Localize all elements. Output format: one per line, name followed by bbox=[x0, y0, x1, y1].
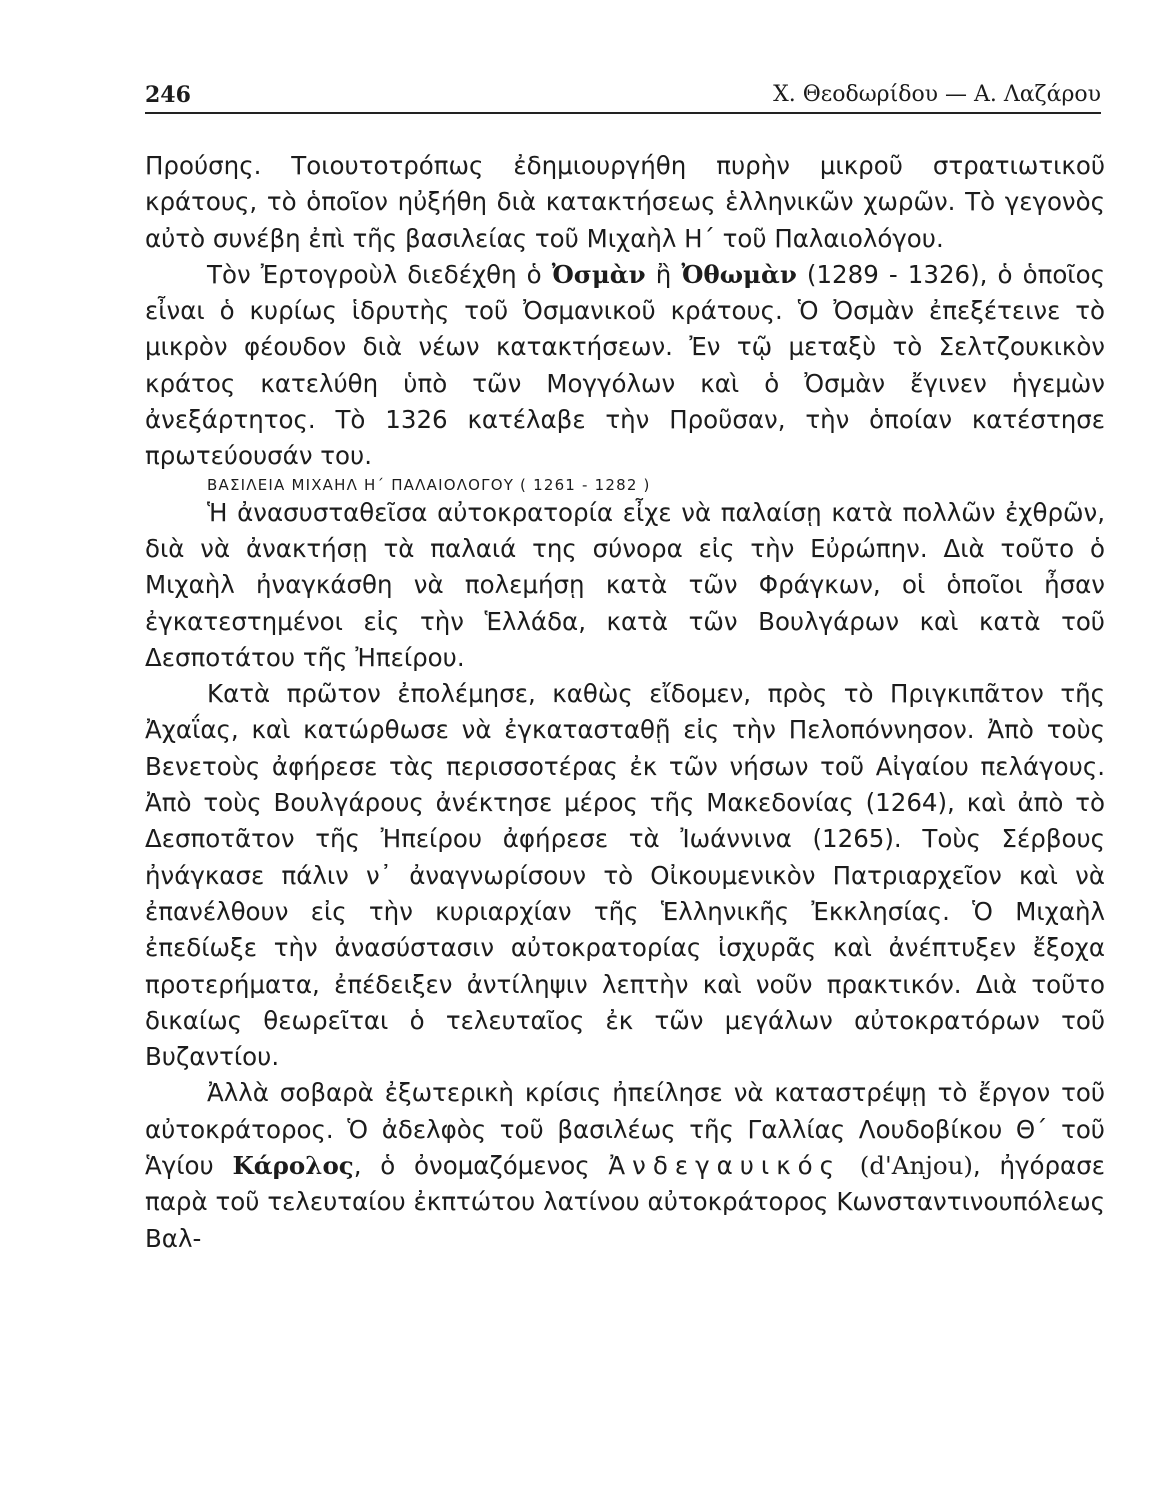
page-number: 246 bbox=[145, 82, 191, 108]
paragraph-5 bbox=[145, 1075, 1105, 1256]
andegavikos-name: Ἀνδεγαυικός bbox=[608, 1151, 842, 1181]
paragraph-3: Ἡ ἀνασυσταθεῖσα αὐτοκρατορία εἶχε νὰ παλαίσῃ κατὰ πολλῶν ἐχθρῶν, διὰ νὰ ἀνακτήσῃ τὰ παλαιά της σύνορα εἰς τὴν Εὐρώπην. Διὰ τοῦτο ὁ Μιχαὴλ ἠναγκάσθη νὰ πολεμήσῃ κατὰ τῶν Φράγκων, οἱ ὁποῖοι ἦσαν ἐγκατεστημένοι εἰς τὴν Ἑλλάδα, κατὰ τῶν Βουλγάρων καὶ κατὰ τοῦ Δεσποτάτου τῆς Ἠπείρου. bbox=[145, 497, 1105, 672]
body-text bbox=[145, 148, 1105, 1257]
page-header bbox=[145, 72, 1101, 114]
anjou-note: (d'Anjou) bbox=[859, 1151, 973, 1181]
paragraph-4: Κατὰ πρῶτον ἐπολέμησε, καθὼς εἴδομεν, πρὸς τὸ Πριγκιπᾶτον τῆς Ἀχαΐας, καὶ κατώρθωσε νὰ ἐγκατασταθῇ εἰς τὴν Πελοπόννησον. Ἀπὸ τοὺς Βενετοὺς ἀφήρεσε τὰς περισσοτέρας ἐκ τῶν νήσων τοῦ Αἰγαίου πελάγους. Ἀπὸ τοὺς Βουλγάρους ἀνέκτησε μέρος τῆς Μακεδονίας (1264), καὶ ἀπὸ τὸ Δεσποτᾶτον τῆς Ἠπείρου ἀφήρεσε τὰ Ἰωάννινα (1265). Τοὺς Σέρβους ἠνάγκασε πάλιν ν᾽ ἀναγνωρίσουν τὸ Οἰκουμενικὸν Πατριαρχεῖον καὶ νὰ ἐπανέλθουν εἰς τὴν κυριαρχίαν τῆς Ἑλληνικῆς Ἐκκλησίας. Ὁ Μιχαὴλ ἐπεδίωξε τὴν ἀνασύστασιν αὐτοκρατορίας ἰσχυρᾶς καὶ ἀνέπτυξεν ἔξοχα προτερήματα, ἐπέδειξεν ἀντίληψιν λεπτὴν καὶ νοῦν πρακτικόν. Διὰ τοῦτο δικαίως θεωρεῖται ὁ τελευταῖος ἐκ τῶν μεγάλων αὐτοκρατόρων τοῦ Βυζαντίου. bbox=[145, 679, 1105, 1072]
paragraph-5-lead: Ἀλλὰ σοβαρὰ ἐξωτερικὴ κρίσις ἠπείλησε νὰ καταστρέψῃ τὸ ἔργον τοῦ αὐτοκράτορος. Ὁ ἀδελφὸς τοῦ βασιλέως τῆς Γαλλίας Λουδοβίκου Θ΄ τοῦ Ἁγίου bbox=[145, 1078, 1105, 1181]
othoman-name: Ὀθωμὰν bbox=[681, 259, 797, 289]
paragraph-1: Προύσης. Τοιουτοτρόπως ἐδημιουργήθη πυρὴν μικροῦ στρατιωτικοῦ κράτους, τὸ ὁποῖον ηὐξήθη διὰ κατακτήσεως ἑλληνικῶν χωρῶν. Τὸ γεγονὸς αὐτὸ συνέβη ἐπὶ τῆς βασιλείας τοῦ Μιχαὴλ Η΄ τοῦ Παλαιολόγου. bbox=[145, 151, 1105, 253]
paragraph-5-middle: , ὁ ὀνομαζόμενος bbox=[353, 1151, 590, 1181]
paragraph-2-rest: (1289 - 1326), ὁ ὁποῖος εἶναι ὁ κυρίως ἱδρυτὴς τοῦ Ὀσμανικοῦ κράτους. Ὁ Ὀσμὰν ἐπεξέτεινε τὸ μικρὸν φέουδον διὰ νέων κατακτήσεων. Ἐν τῷ μεταξὺ τὸ Σελτζουκικὸν κράτος κατελύθη ὑπὸ τῶν Μογγόλων καὶ ὁ Ὀσμὰν ἔγινεν ἡγεμὼν ἀνεξάρτητος. Τὸ 1326 κατέλαβε τὴν Προῦσαν, τὴν ὁποίαν κατέστησε πρωτεύουσάν του. bbox=[145, 259, 1105, 471]
paragraph-5-rest: , ἠγόρασε παρὰ τοῦ τελευταίου ἐκπτώτου λατίνου αὐτοκράτορος Κωνσταντινουπόλεως Βαλ- bbox=[145, 1151, 1105, 1253]
paragraph-2 bbox=[145, 257, 1105, 475]
or-word: ἢ bbox=[655, 259, 672, 289]
running-header-authors: Χ. Θεοδωρίδου — Α. Λαζάρου bbox=[773, 82, 1101, 107]
osman-name: Ὀσμὰν bbox=[551, 259, 646, 289]
paragraph-2-lead: Τὸν Ἐρτογροὺλ διεδέχθη ὁ bbox=[207, 259, 542, 289]
karolos-name: Κάρολος bbox=[232, 1151, 354, 1181]
section-heading: ΒΑΣΙΛΕΙΑ ΜΙΧΑΗΛ Η΄ ΠΑΛΑΙΟΛΟΓΟΥ ( 1261 - 1282 ) bbox=[207, 475, 651, 494]
